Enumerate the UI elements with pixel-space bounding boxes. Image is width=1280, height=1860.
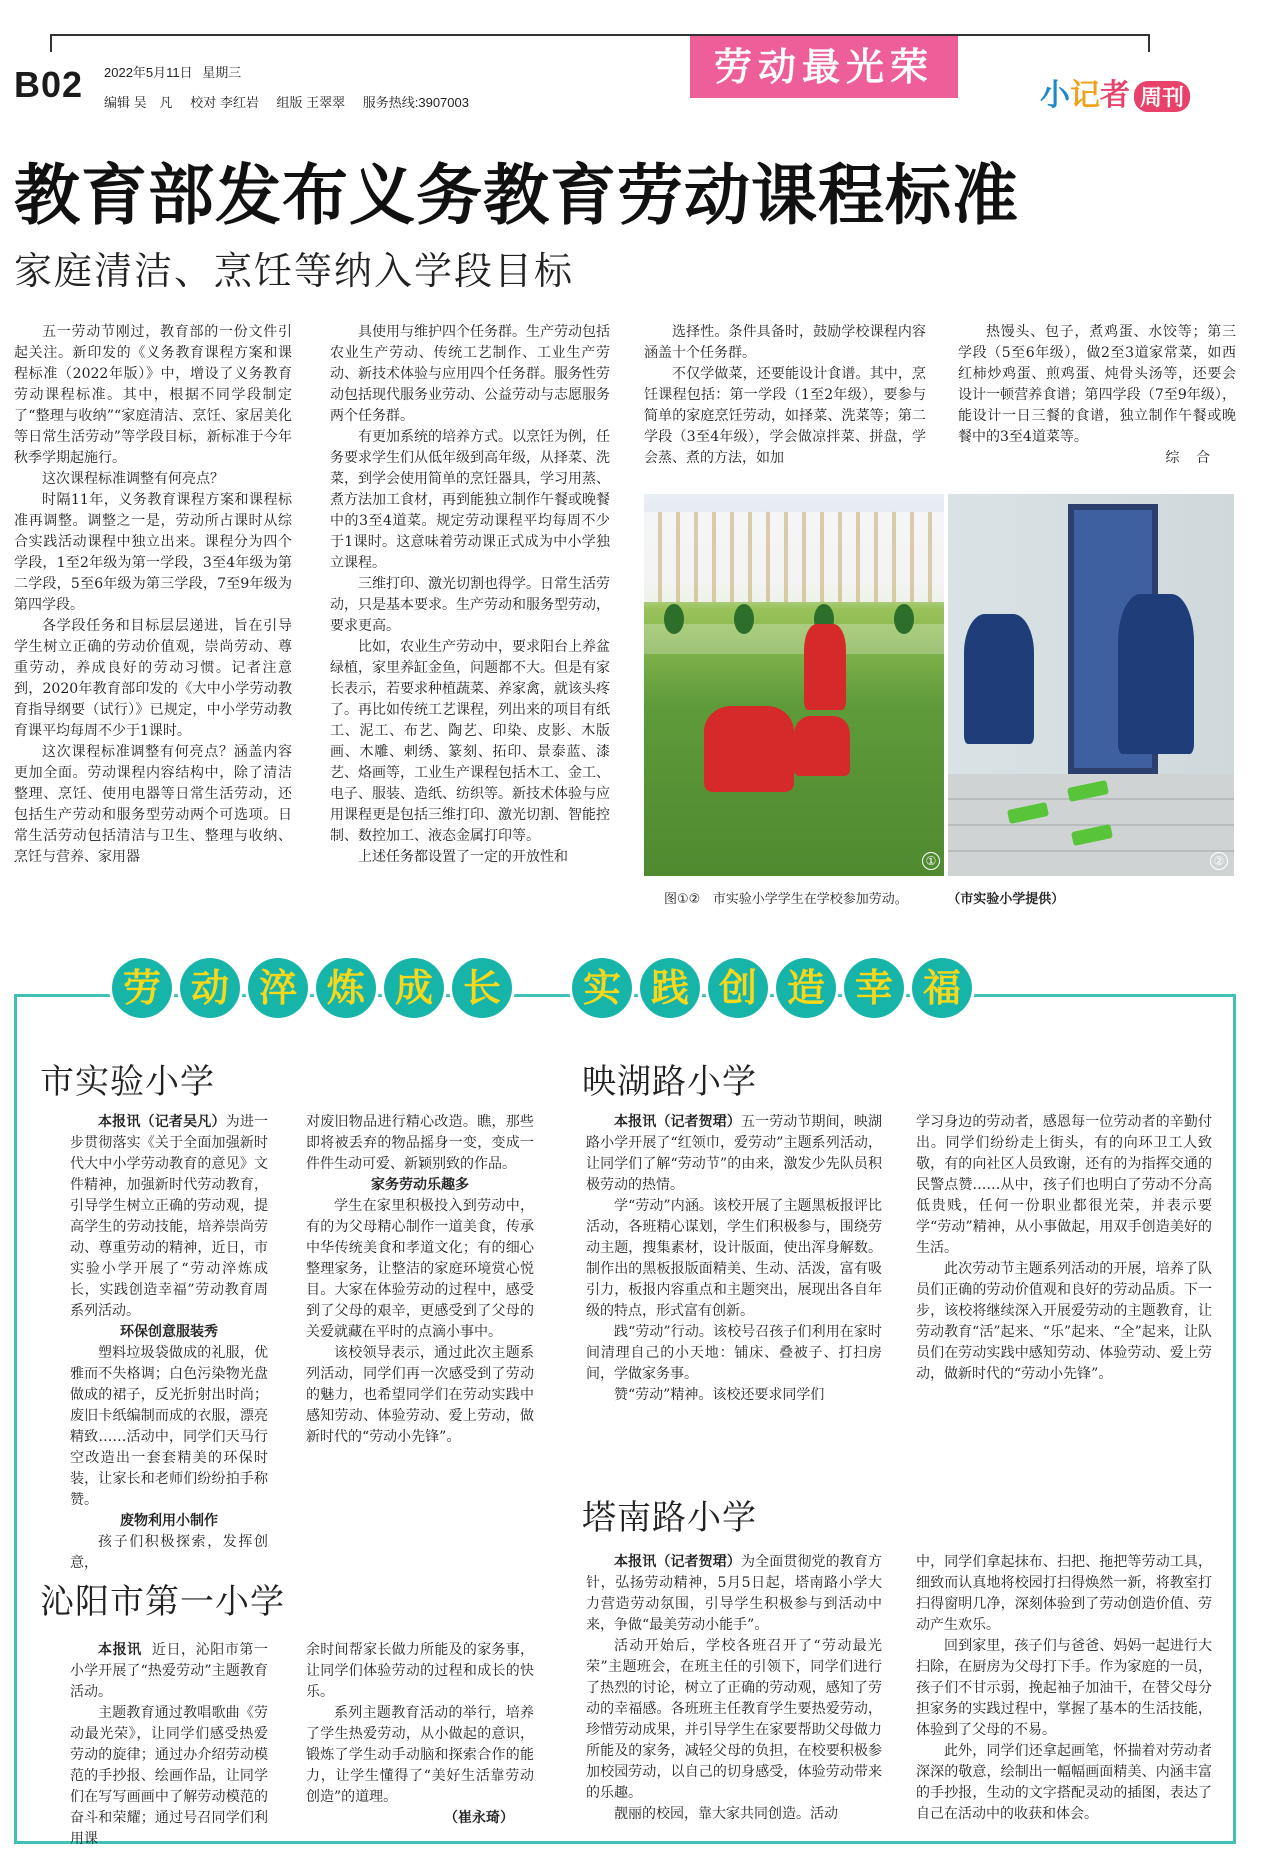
paragraph: 该校领导表示，通过此次主题系列活动，同学们再一次感受到了劳动的魅力，也希望同学们在劳动实践中感知劳动、体验劳动、爱上劳动，做新时代的“劳动小先锋”。: [306, 1345, 534, 1445]
paragraph: 不仅学做菜，还要能设计食谱。其中，烹饪课程包括：第一学段（1至2年级），要参与简单的家庭烹饪劳动，如择菜、洗菜等；第二学段（3至4年级），学会做凉拌菜、拼盘，学会蒸、煮的方法，如加: [644, 366, 926, 466]
subheading: 废物利用小制作: [120, 1513, 218, 1529]
paragraph: 上述任务都设置了一定的开放性和: [358, 849, 568, 865]
page-subtitle: 家庭清洁、烹饪等纳入学段目标: [14, 249, 575, 293]
paragraph: 三维打印、激光切割也得学。日常生活劳动，只是基本要求。生产劳动和服务型劳动，要求更高。: [330, 576, 610, 634]
news-lead: 本报讯（记者吴凡）: [98, 1114, 226, 1130]
paragraph: 本报讯（记者吴凡）为进一步贯彻落实《关于全面加强新时代大中小学劳动教育的意见》文件精神，加强新时代劳动教育，引导学生树立正确的劳动观，提高学生的劳动技能，培养崇尚劳动、尊重劳动的精神，近日，市实验小学开展了“劳动淬炼成长，实践创造幸福”劳动教育周系列活动。: [70, 1114, 269, 1319]
school4-column-2: [916, 1552, 1212, 1832]
paragraph: 主题教育通过教唱歌曲《劳动最光荣》，让同学们感受热爱劳动的旋律；通过办介绍劳动模范的手抄报、绘画作品，让同学们在写写画画中了解劳动模范的奋斗和荣耀；通过号召同学们利用课: [70, 1705, 268, 1847]
editor: 编辑 吴 凡: [104, 95, 173, 110]
paragraph: 这次课程标准调整有何亮点？: [42, 471, 224, 487]
photo-students-picking-litter: [644, 494, 944, 876]
school3-column-2: [916, 1112, 1212, 1442]
paragraph: 回到家里，孩子们与爸爸、妈妈一起进行大扫除，在厨房为父母打下手。作为家庭的一员，孩子们不甘示弱，挽起袖子加油干，在替父母分担家务的实践过程中，掌握了基本的生活技能，体验到了父母的不易。: [916, 1638, 1212, 1738]
paragraph: 对废旧物品进行精心改造。瞧，那些即将被丢弃的物品摇身一变，变成一件件生动可爱、新颖别致的作品。: [306, 1114, 534, 1172]
paragraph: 学生在家里积极投入到劳动中，有的为父母精心制作一道美食，传承中华传统美食和孝道文化；有的细心整理家务，让整洁的家庭环境赏心悦目。大家在体验劳动的过程中，感受到了父母的艰辛，更感受到了父母的关爱就藏在平时的点滴小事中。: [306, 1198, 534, 1340]
caption-text: 市实验小学学生在学校参加劳动。: [712, 892, 908, 907]
paragraph: 本报讯（记者贺珺）为全面贯彻党的教育方针，弘扬劳动精神，5月5日起，塔南路小学大力营造劳动氛围，引导学生积极参与到活动中来，争做“最美劳动小能手”。: [586, 1554, 882, 1633]
caption-label: 图①②: [664, 892, 701, 907]
weekly-badge: 周刊: [1134, 81, 1190, 112]
paragraph: 余时间帮家长做力所能及的家务事，让同学们体验劳动的过程和成长的快乐。: [306, 1642, 534, 1700]
school-title: 塔南路小学: [582, 1498, 757, 1538]
article-column-1: [14, 322, 292, 916]
school1-column-1: [70, 1112, 269, 1571]
paragraph: 孩子们积极探索，发挥创意，: [70, 1534, 268, 1571]
student: [964, 614, 1034, 744]
paragraph: 有更加系统的培养方式。以烹饪为例，任务要求学生们从低年级到高年级，从择菜、洗菜，到学会使用简单的烹饪器具，学习用蒸、煮方法加工食材，再到能独立制作午餐或晚餐中的3至4道菜。规定劳动课程平均每周不少于1课时。这意味着劳动课正式成为中小学独立课程。: [330, 429, 610, 571]
slogan: 劳 动 淬 炼 成 长 实 践 创 造 幸 福: [112, 958, 972, 1018]
page-number: B02: [14, 64, 84, 105]
byline: 综 合: [1165, 450, 1216, 466]
article-column-3: [644, 322, 926, 482]
paragraph: 学“劳动”内涵。该校开展了主题黑板报评比活动，各班精心谋划，学生们积极参与，围绕劳动主题，搜集素材，设计版面，使出浑身解数。制作出的黑板报版面精美、生动、活泼，富有吸引力，板报内容重点和主题突出，展现出各自年级的特点，形式富有创新。: [586, 1198, 882, 1319]
photo-number: ②: [1210, 852, 1228, 870]
paragraph: 系列主题教育活动的举行，培养了学生热爱劳动，从小做起的意识，锻炼了学生动手动脑和探索合作的能力，让学生懂得了“美好生活靠劳动创造”的道理。: [306, 1705, 534, 1805]
article-column-2: [330, 322, 610, 916]
byline: （崔永琦）: [444, 1810, 514, 1826]
school-building: [644, 512, 944, 602]
weekday: 星期三: [202, 65, 242, 80]
school2-column-2: [306, 1640, 534, 1830]
photo-number: ①: [922, 852, 940, 870]
paragraph: 各学段任务和目标层层递进，旨在引导学生树立正确的劳动价值观，崇尚劳动、尊重劳动，养成良好的劳动习惯。记者注意到，2020年教育部印发的《大中小学劳动教育指导纲要（试行）》已规定，中小学劳动教育课平均每周不少于1课时。: [14, 618, 292, 739]
news-lead: 本报讯（记者贺珺）: [614, 1114, 741, 1130]
staff-credits: [104, 92, 483, 111]
paragraph: 活动开始后，学校各班召开了“劳动最光荣”主题班会，在班主任的引领下，同学们进行了热烈的讨论，树立了正确的劳动观，感知了劳动的幸福感。各班班主任教育学生要热爱劳动，珍惜劳动成果，并引导学生在家要帮助父母做力所能及的家务，减轻父母的负担，在校要积极参加校园劳动，以自己的切身感受，体验劳动带来的乐趣。: [586, 1638, 882, 1801]
paragraph: 赞“劳动”精神。该校还要求同学们: [614, 1387, 825, 1403]
paragraph: 中，同学们拿起抹布、扫把、拖把等劳动工具，细致而认真地将校园打扫得焕然一新，将教室打扫得窗明几净，深刻体验到了劳动创造价值、劳动产生欢乐。: [916, 1554, 1212, 1633]
issue-date: [104, 62, 241, 81]
school2-column-1: [70, 1640, 269, 1847]
subheading: 环保创意服装秀: [120, 1324, 218, 1340]
proofreader: 校对 李红岩: [190, 95, 259, 110]
school-title: 沁阳市第一小学: [40, 1582, 285, 1622]
paragraph: 靓丽的校园，靠大家共同创造。活动: [614, 1806, 838, 1822]
section-banner: 劳动最光荣: [690, 36, 958, 98]
student: [804, 624, 846, 710]
paragraph: 比如，农业生产劳动中，要求阳台上养盆绿植，家里养缸金鱼，问题都不大。但是有家长表示，若要求种植蔬菜、养家禽，就该头疼了。再比如传统工艺课程，列出来的项目有纸工、泥工、布艺、陶艺、印染、皮影、木版画、木雕、剌绣、篆刻、拓印、景泰蓝、漆艺、烙画等，工业生产课程包括木工、金工、电子、服装、造纸、纺织等。新技术体验与应用课程更是包括三维打印、激光切割、智能控制、数控加工、液态金属打印等。: [330, 639, 610, 844]
paragraph: 塑料垃圾袋做成的礼服，优雅而不失格调；白色污染物光盘做成的裙子，反光折射出时尚；废旧卡纸编制而成的衣服，漂亮精致……活动中，同学们天马行空改造出一套套精美的环保时装，让家长和老师们纷纷拍手称赞。: [70, 1345, 268, 1508]
hotline: 服务热线:3907003: [362, 95, 469, 110]
photo-students-sweeping: [948, 494, 1234, 876]
school1-column-2: [306, 1112, 534, 1516]
school-title: 市实验小学: [40, 1062, 215, 1102]
school4-column-1: [586, 1552, 882, 1832]
photo-caption: [664, 888, 1064, 907]
student: [704, 706, 794, 792]
layout-editor: 组版 王翠翠: [276, 95, 346, 110]
subheading: 家务劳动乐趣多: [371, 1177, 469, 1193]
date: 2022年5月11日: [104, 65, 193, 80]
paragraph: 此次劳动节主题系列活动的开展，培养了队员们正确的劳动价值观和良好的劳动品质。下一步，该校将继续深入开展爱劳动的主题教育，让劳动教育“活”起来、“乐”起来、“全”起来，让队员们在劳动实践中感知劳动、体验劳动、爱上劳动，做新时代的“劳动小先锋”。: [916, 1261, 1212, 1382]
school3-column-1: [586, 1112, 882, 1442]
article-column-4: [958, 322, 1236, 482]
news-lead: 本报讯: [98, 1642, 142, 1658]
paragraph: 具使用与维护四个任务群。生产劳动包括农业生产劳动、传统工艺制作、工业生产劳动、新技术体验与应用四个任务群。服务性劳动包括现代服务业劳动、公益劳动与志愿服务两个任务群。: [330, 324, 610, 424]
paragraph: 五一劳动节刚过，教育部的一份文件引起关注。新印发的《义务教育课程方案和课程标准（2022年版）》中，增设了义务教育劳动课程标准。其中，根据不同学段制定了“整理与收纳”“家庭清洁、烹饪、家居美化等日常生活劳动”等学段目标，新标准于今年秋季学期起施行。: [14, 324, 292, 466]
paragraph: 选择性。条件具备时，鼓励学校课程内容涵盖十个任务群。: [644, 324, 926, 361]
paragraph: 本报讯（记者贺珺）五一劳动节期间，映湖路小学开展了“红领巾，爱劳动”主题系列活动，让同学们了解“劳动节”的由来，激发少先队员积极劳动的热情。: [586, 1114, 882, 1193]
school-title: 映湖路小学: [582, 1062, 757, 1102]
paragraph: 本报讯 近日，沁阳市第一小学开展了“热爱劳动”主题教育活动。: [70, 1642, 269, 1700]
page-title: 教育部发布义务教育劳动课程标准: [14, 157, 1019, 234]
news-lead: 本报讯（记者贺珺）: [614, 1554, 741, 1570]
photo-credit: （市实验小学提供）: [953, 892, 1065, 907]
paragraph: 时隔11年，义务教育课程方案和课程标准再调整。调整之一是，劳动所占课时从综合实践活动课程中独立出来。课程分为四个学段，1至2年级为第一学段，3至4年级为第二学段，5至6年级为第三学段，7至9年级为第四学段。: [14, 492, 292, 613]
header-rule: [50, 34, 1150, 52]
paragraph: 践“劳动”行动。该校号召孩子们利用在家时间清理自己的小天地：铺床、叠被子、打扫房间，学做家务事。: [586, 1324, 882, 1382]
student: [1118, 594, 1194, 754]
paragraph: 这次课程标准调整有何亮点？涵盖内容更加全面。劳动课程内容结构中，除了清洁整理、烹饪、使用电器等日常生活劳动，还包括生产劳动和服务型劳动两个可选项。日常生活劳动包括清洁与卫生、整理与收纳、烹饪与营养、家用器: [14, 744, 292, 865]
paragraph: 此外，同学们还拿起画笔，怀揣着对劳动者深深的敬意，绘制出一幅幅画面精美、内涵丰富的手抄报，生动的文字搭配灵动的插图，表达了自己在活动中的收获和体会。: [916, 1743, 1212, 1822]
paragraph: 热馒头、包子，煮鸡蛋、水饺等；第三学段（5至6年级），做2至3道家常菜，如西红柿炒鸡蛋、煎鸡蛋、炖骨头汤等，还要会设计一顿营养食谱；第四学段（7至9年级），能设计一日三餐的食谱，独立制作午餐或晚餐中的3至4道菜等。: [958, 324, 1236, 445]
student: [794, 716, 850, 776]
paragraph: 学习身边的劳动者，感恩每一位劳动者的辛勤付出。同学们纷纷走上街头，有的向环卫工人致敬，有的向社区人员致谢，还有的为指挥交通的民警点赞……从中，孩子们也明白了劳动不分高低贵贱，任何一份职业都很光荣，并表示要学“劳动”精神，从小事做起，用双手创造美好的生活。: [916, 1114, 1212, 1256]
newspaper-logo: 小记者 周刊: [1040, 70, 1190, 114]
